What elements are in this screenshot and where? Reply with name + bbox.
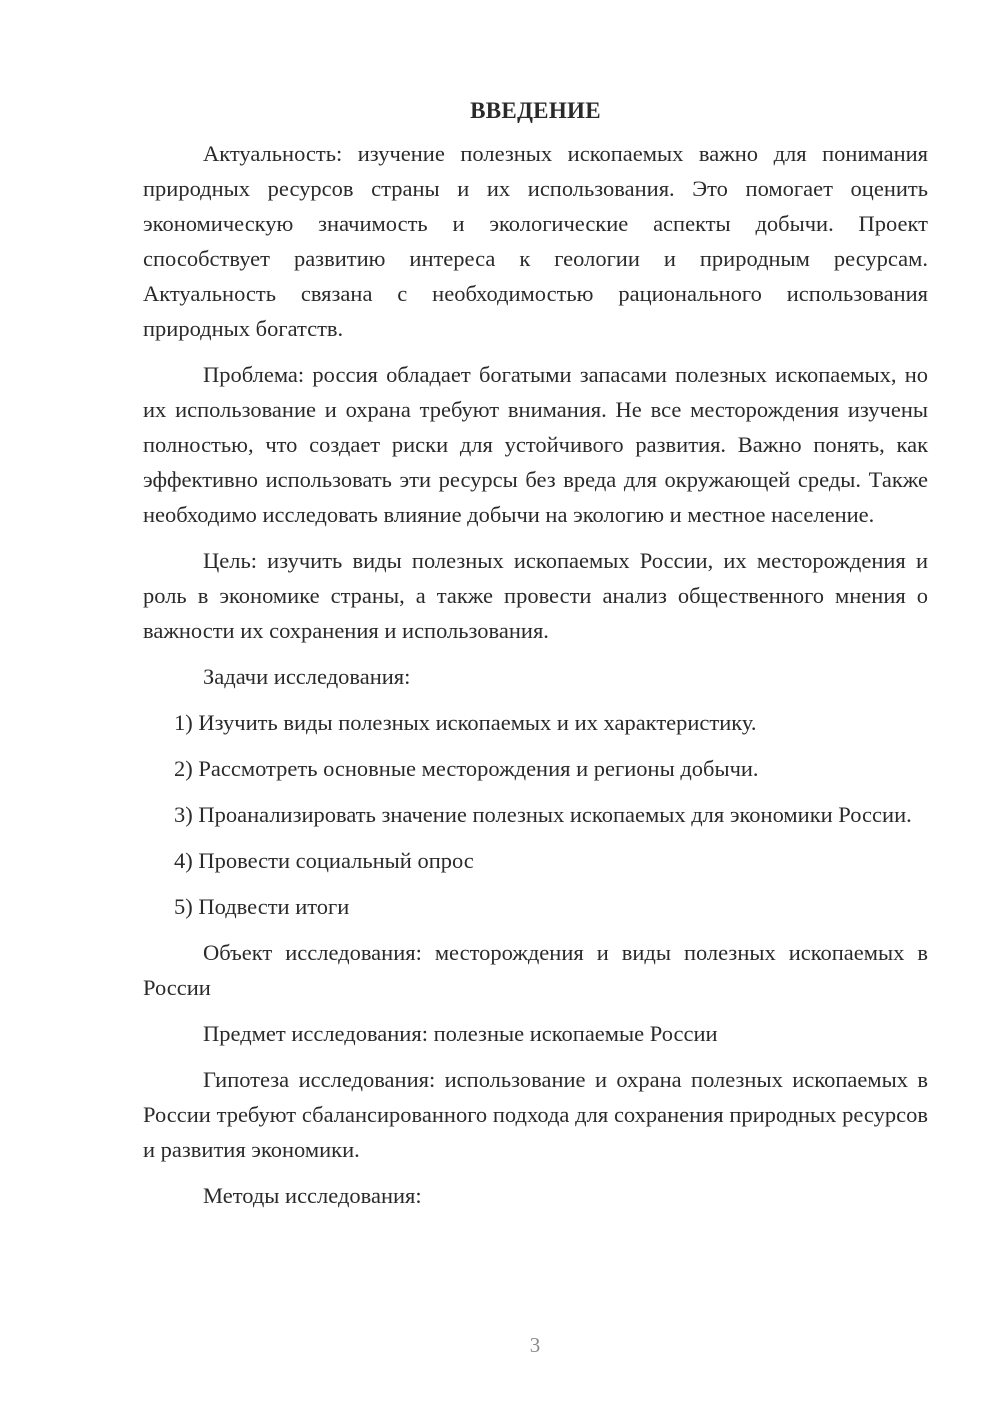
paragraph-methods: Методы исследования:	[203, 1183, 422, 1208]
document-page	[143, 96, 928, 1224]
paragraph-relevance: Актуальность: изучение полезных ископаемых важно для понимания природных ресурсов страны и их использования. Это помогает оценить экономическую значимость и экологические аспекты добычи. Проект способствует развитию интереса к геологии и природным ресурсам. Актуальность связана с необходимостью рационального использования природных богатств.	[143, 141, 928, 341]
task-item-2: 2) Рассмотреть основные месторождения и регионы добычи.	[174, 756, 759, 781]
paragraph-subject: Предмет исследования: полезные ископаемые России	[203, 1021, 718, 1046]
task-item-3: 3) Проанализировать значение полезных ископаемых для экономики России.	[174, 802, 912, 827]
task-item-5: 5) Подвести итоги	[174, 894, 350, 919]
page-number: 3	[529, 1333, 541, 1357]
task-item-1: 1) Изучить виды полезных ископаемых и их характеристику.	[174, 710, 757, 735]
task-item-4: 4) Провести социальный опрос	[174, 848, 474, 873]
page-title: ВВЕДЕНИЕ	[470, 98, 601, 123]
paragraph-goal: Цель: изучить виды полезных ископаемых России, их месторождения и роль в экономике страны, а также провести анализ общественного мнения о важности их сохранения и использования.	[143, 548, 928, 643]
tasks-heading: Задачи исследования:	[203, 664, 411, 689]
paragraph-problem: Проблема: россия обладает богатыми запасами полезных ископаемых, но их использование и охрана требуют внимания. Не все месторождения изучены полностью, что создает риски для устойчивого развития. Важно понять, как эффективно использовать эти ресурсы без вреда для окружающей среды. Также необходимо исследовать влияние добычи на экологию и местное население.	[143, 362, 928, 527]
paragraph-hypothesis: Гипотеза исследования: использование и охрана полезных ископаемых в России требуют сбалансированного подхода для сохранения природных ресурсов и развития экономики.	[143, 1067, 928, 1162]
paragraph-object: Объект исследования: месторождения и виды полезных ископаемых в России	[143, 940, 928, 1000]
